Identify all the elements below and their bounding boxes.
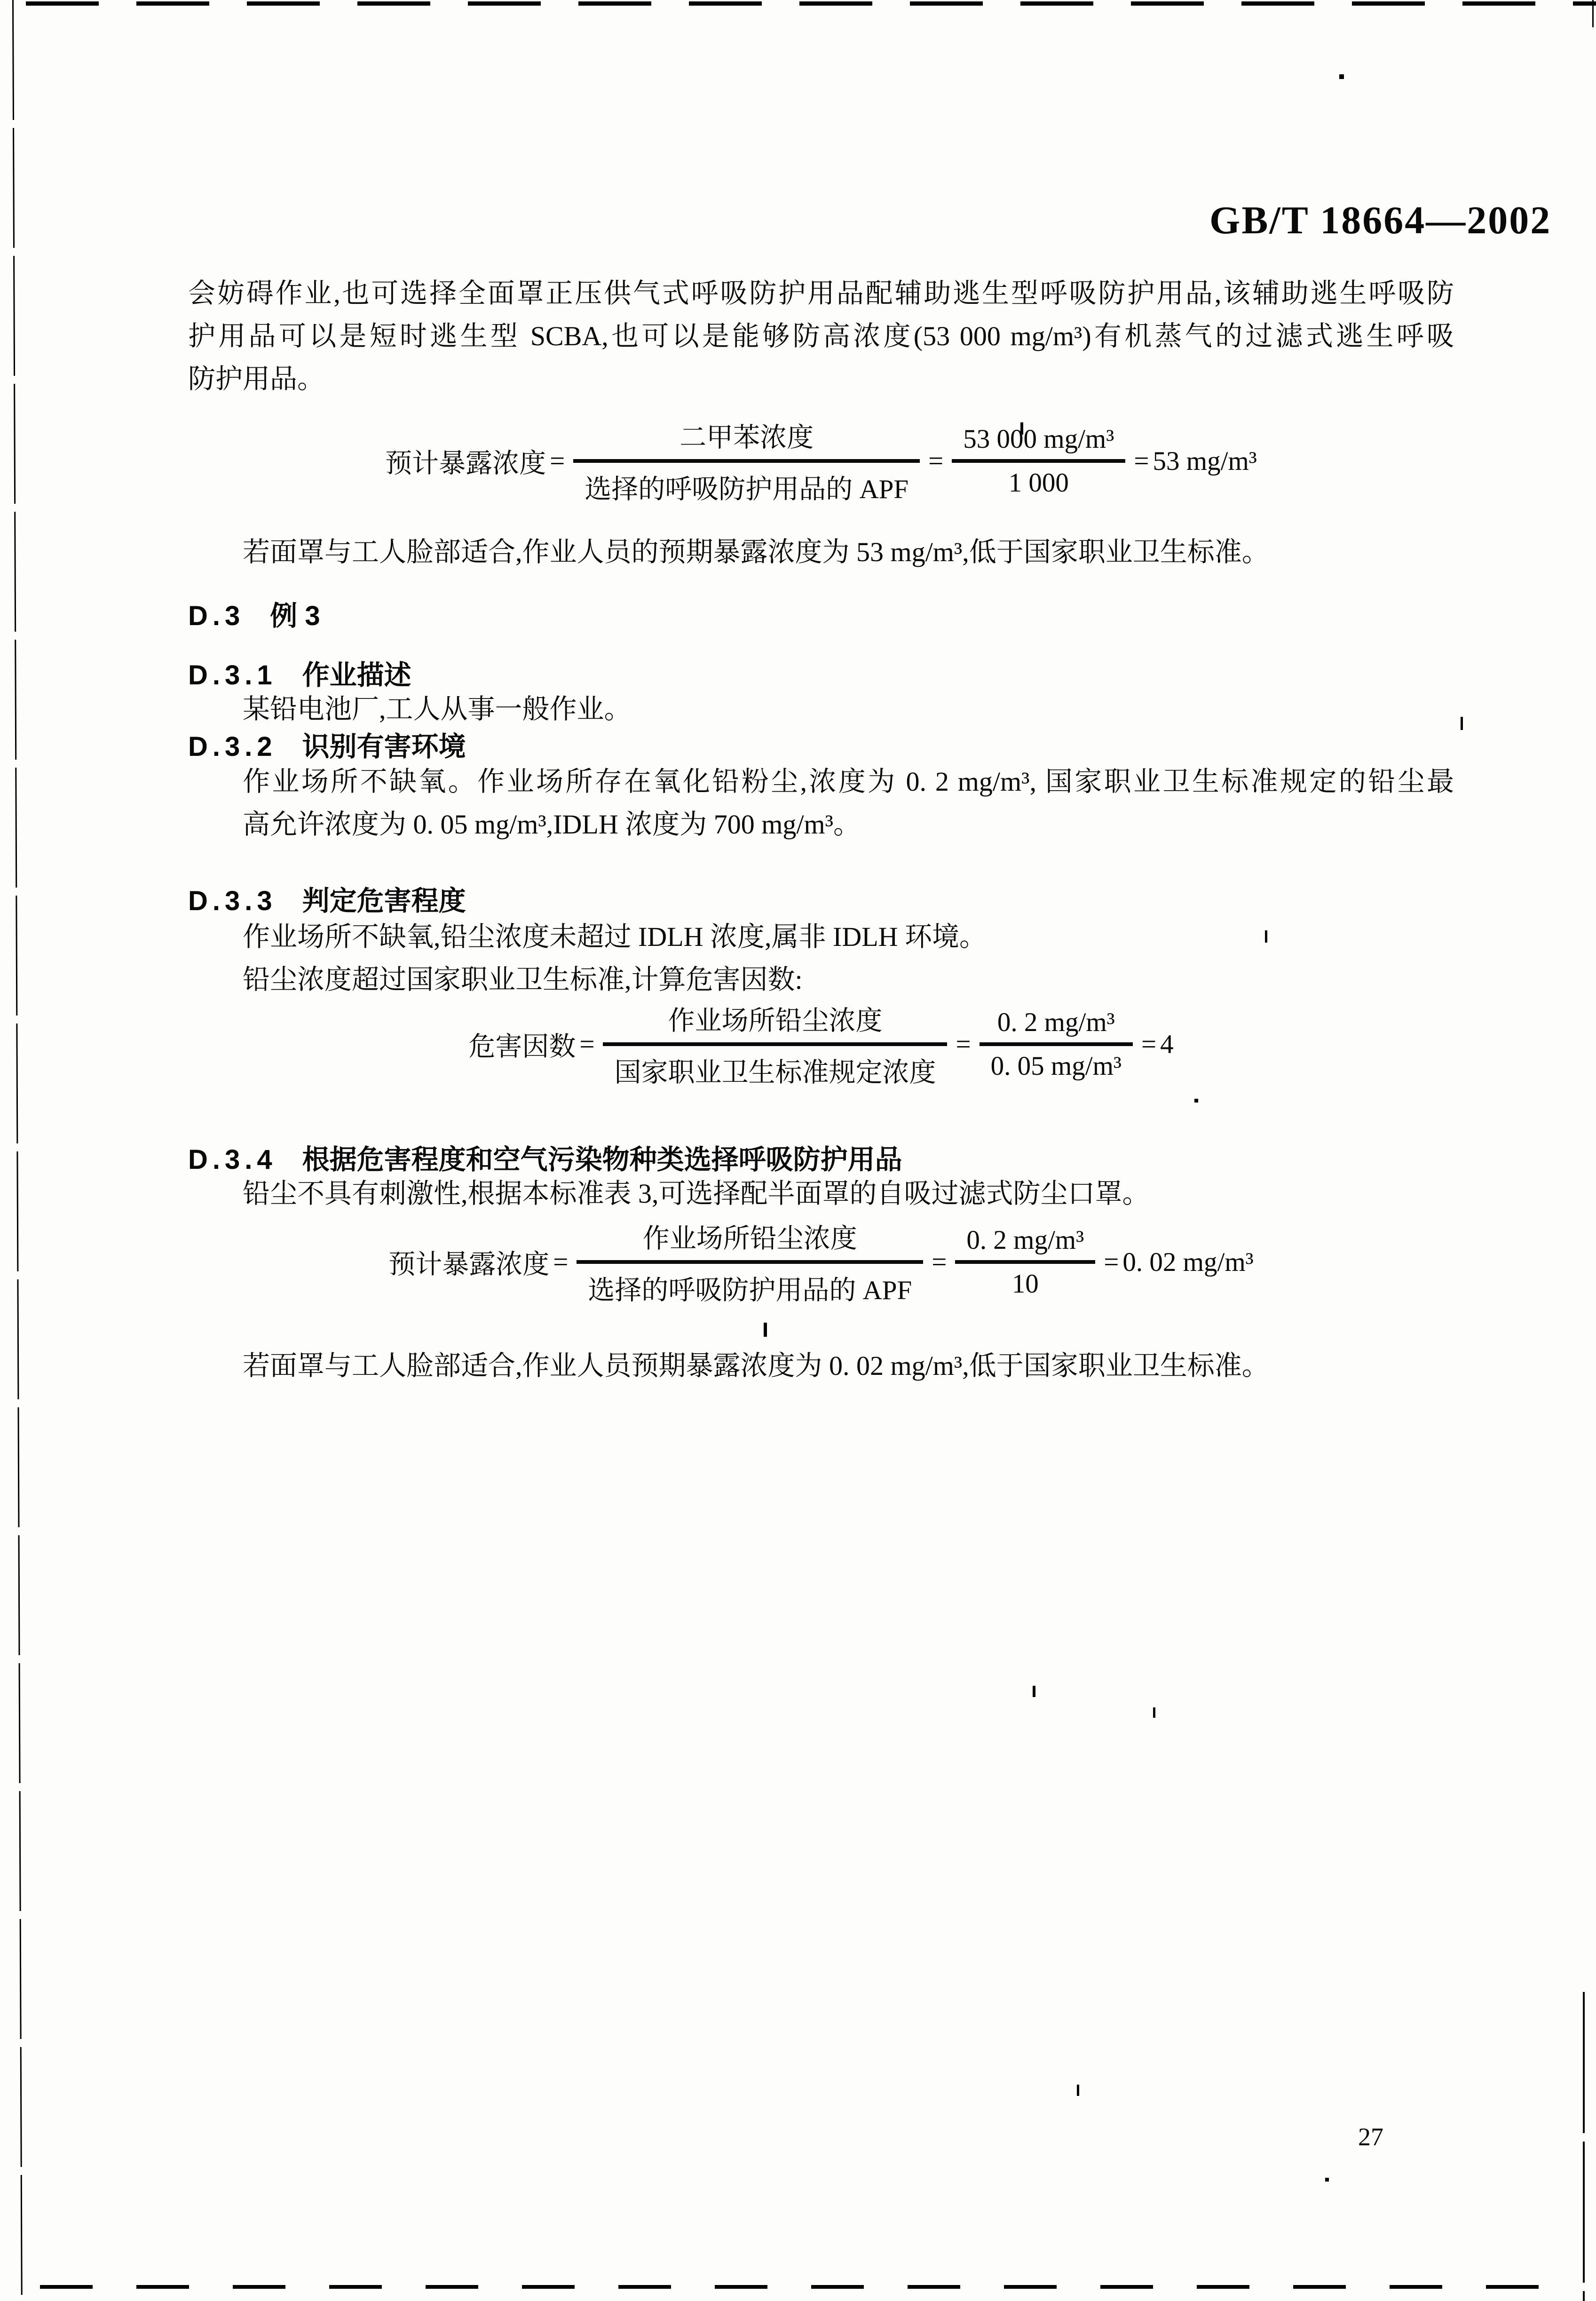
scan-speck bbox=[764, 1323, 767, 1337]
fraction-denominator: 10 bbox=[1011, 1269, 1039, 1299]
fraction bbox=[577, 1217, 923, 1307]
body-line: 作业场所不缺氧,铅尘浓度未超过 IDLH 浓度,属非 IDLH 环境。 bbox=[243, 921, 987, 952]
formula-lhs: 危害因数 bbox=[468, 1032, 576, 1062]
equals-sign: = bbox=[932, 1247, 947, 1277]
fraction bbox=[952, 424, 1125, 498]
section-d3-3-body bbox=[188, 915, 1454, 1001]
fraction-bar bbox=[955, 1260, 1095, 1264]
section-heading-d3-3 bbox=[188, 879, 466, 918]
scan-speck bbox=[1077, 2085, 1079, 2096]
scan-speck bbox=[1461, 717, 1463, 730]
page-number: 27 bbox=[1358, 2123, 1383, 2151]
fraction-numerator: 53 000 mg/m³ bbox=[963, 424, 1114, 454]
fraction-numerator: 作业场所铅尘浓度 bbox=[642, 1224, 857, 1254]
body-line: 铅尘不具有刺激性,根据本标准表 3,可选择配半面罩的自吸过滤式防尘口罩。 bbox=[243, 1178, 1150, 1209]
scan-left-border bbox=[12, 0, 23, 2295]
section-number: D.3.2 bbox=[188, 731, 277, 762]
scan-right-border bbox=[1583, 1992, 1585, 2301]
fraction-denominator: 国家职业卫生标准规定浓度 bbox=[614, 1058, 936, 1087]
body-line: 高允许浓度为 0. 05 mg/m³,IDLH 浓度为 700 mg/m³。 bbox=[243, 809, 861, 840]
section-heading-d3-2 bbox=[188, 724, 466, 764]
body-line: 作业场所不缺氧。作业场所存在氧化铅粉尘,浓度为 0. 2 mg/m³, 国家职业卫生标准规定的铅尘最 bbox=[243, 766, 1454, 797]
formula1-note-paragraph bbox=[188, 531, 1454, 573]
equals-sign: = bbox=[928, 446, 944, 476]
fraction bbox=[955, 1225, 1095, 1299]
formula3-note: 若面罩与工人脸部适合,作业人员预期暴露浓度为 0. 02 mg/m³,低于国家职业卫生标准。 bbox=[243, 1350, 1269, 1381]
fraction-denominator: 选择的呼吸防护用品的 APF bbox=[588, 1276, 912, 1305]
fraction-denominator: 选择的呼吸防护用品的 APF bbox=[585, 475, 909, 504]
equals-sign: = bbox=[1141, 1029, 1157, 1059]
section-number: D.3.3 bbox=[188, 886, 277, 916]
fraction-bar bbox=[573, 459, 920, 463]
formula-expected-exposure-xylene bbox=[188, 423, 1454, 504]
body-line: 铅尘浓度超过国家职业卫生标准,计算危害因数: bbox=[243, 964, 803, 995]
equals-sign: = bbox=[956, 1029, 971, 1059]
fraction-denominator: 0. 05 mg/m³ bbox=[990, 1051, 1122, 1081]
fraction-numerator: 0. 2 mg/m³ bbox=[997, 1008, 1115, 1037]
equals-sign: = bbox=[553, 1247, 569, 1277]
section-heading-d3-1 bbox=[188, 653, 411, 692]
section-heading-d3 bbox=[188, 594, 320, 633]
fraction-numerator: 二甲苯浓度 bbox=[679, 423, 814, 452]
fraction-bar bbox=[952, 459, 1125, 463]
equals-sign: = bbox=[550, 446, 565, 476]
fraction-bar bbox=[577, 1260, 923, 1264]
section-number: D.3.4 bbox=[188, 1144, 277, 1175]
fraction-numerator: 0. 2 mg/m³ bbox=[966, 1225, 1084, 1255]
section-title: 例 3 bbox=[270, 601, 320, 631]
fraction-bar bbox=[603, 1042, 947, 1046]
intro-paragraph bbox=[188, 272, 1454, 400]
fraction-numerator: 作业场所铅尘浓度 bbox=[668, 1006, 883, 1036]
scan-speck bbox=[1153, 1707, 1155, 1718]
intro-line-3: 防护用品。 bbox=[188, 364, 325, 394]
scan-right-tick bbox=[1592, 0, 1594, 27]
formula1-note: 若面罩与工人脸部适合,作业人员的预期暴露浓度为 53 mg/m³,低于国家职业卫生标准。 bbox=[243, 537, 1269, 567]
scan-bottom-border bbox=[40, 2285, 1575, 2289]
fraction-bar bbox=[980, 1042, 1133, 1046]
fraction bbox=[573, 416, 920, 506]
intro-line-1: 会妨碍作业,也可选择全面罩正压供气式呼吸防护用品配辅助逃生型呼吸防护用品,该辅助逃生呼吸防 bbox=[188, 278, 1454, 309]
section-d3-2-body bbox=[188, 760, 1454, 846]
formula-lhs: 预计暴露浓度 bbox=[388, 1250, 550, 1279]
formula-expected-exposure-dust bbox=[188, 1222, 1454, 1305]
equals-sign: = bbox=[579, 1029, 595, 1059]
formula-hazard-factor bbox=[188, 1004, 1454, 1087]
equals-sign: = bbox=[1134, 446, 1149, 476]
intro-line-2: 护用品可以是短时逃生型 SCBA,也可以是能够防高浓度(53 000 mg/m³)有机蒸气的过滤式逃生呼吸 bbox=[188, 321, 1454, 351]
section-number: D.3 bbox=[188, 601, 245, 631]
section-heading-d3-4 bbox=[188, 1137, 902, 1177]
formula-result: 0. 02 mg/m³ bbox=[1122, 1247, 1254, 1277]
formula3-note-paragraph bbox=[188, 1344, 1454, 1387]
section-title: 根据危害程度和空气污染物种类选择呼吸防护用品 bbox=[302, 1144, 902, 1175]
body-line: 某铅电池厂,工人从事一般作业。 bbox=[243, 694, 632, 724]
fraction-denominator: 1 000 bbox=[1008, 468, 1069, 498]
scan-speck bbox=[1339, 74, 1344, 79]
section-number: D.3.1 bbox=[188, 660, 277, 690]
scan-speck bbox=[1033, 1686, 1035, 1697]
formula-result: 4 bbox=[1160, 1029, 1174, 1059]
scan-speck bbox=[1194, 1099, 1198, 1103]
equals-sign: = bbox=[1104, 1247, 1119, 1277]
fraction bbox=[980, 1007, 1133, 1081]
standard-code-header: GB/T 18664—2002 bbox=[1209, 198, 1552, 242]
formula-result: 53 mg/m³ bbox=[1153, 446, 1257, 476]
scan-top-border bbox=[26, 1, 1596, 6]
section-title: 判定危害程度 bbox=[302, 886, 466, 916]
section-title: 识别有害环境 bbox=[302, 731, 466, 762]
section-d3-4-body bbox=[188, 1172, 1454, 1215]
section-title: 作业描述 bbox=[302, 660, 411, 690]
formula-lhs: 预计暴露浓度 bbox=[385, 449, 546, 478]
scan-speck bbox=[1325, 2178, 1329, 2182]
fraction bbox=[603, 999, 947, 1089]
